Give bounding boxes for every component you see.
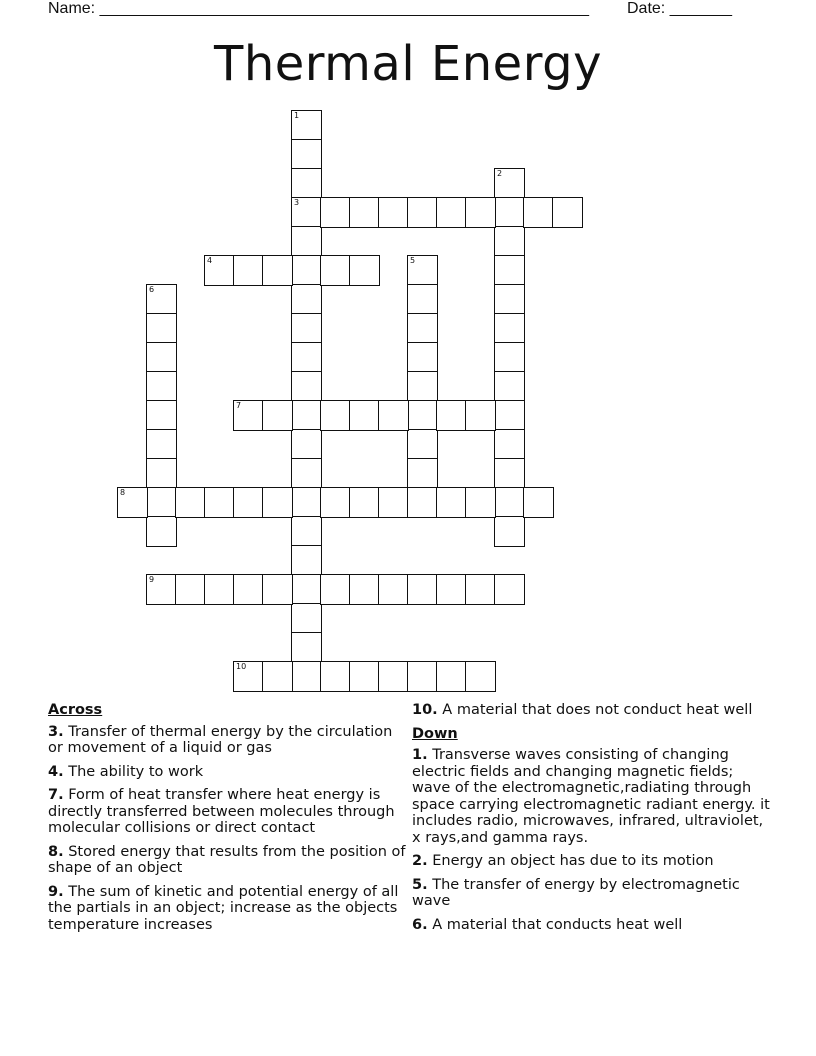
grid-cell[interactable] <box>465 400 496 431</box>
grid-cell[interactable] <box>262 255 293 286</box>
grid-cell[interactable] <box>204 574 235 605</box>
clue-down <box>412 747 772 846</box>
grid-cell[interactable] <box>291 603 322 634</box>
down-heading: Down <box>412 725 458 742</box>
grid-cell[interactable] <box>494 516 525 547</box>
grid-cell[interactable] <box>320 197 351 228</box>
grid-cell[interactable] <box>291 661 322 692</box>
clue-number: 5. <box>412 876 428 893</box>
grid-cell[interactable] <box>407 371 438 402</box>
grid-cell[interactable] <box>291 110 322 141</box>
grid-cell[interactable] <box>407 284 438 315</box>
clue-text: Transfer of thermal energy by the circulation or movement of a liquid or gas <box>48 723 393 756</box>
grid-cell[interactable] <box>291 458 322 489</box>
grid-cell[interactable] <box>291 255 322 286</box>
grid-cell[interactable] <box>349 400 380 431</box>
grid-cell[interactable] <box>378 197 409 228</box>
grid-cell[interactable] <box>175 574 206 605</box>
clue-number: 10. <box>412 702 438 718</box>
clue-text: Transverse waves consisting of changing electric fields and changing magnetic fields; wave of the electromagnetic,radiating through space carrying electromagnetic radiant energy. it includes radio, microwaves, infrared, ultraviolet, x rays,and gamma rays. <box>412 747 770 846</box>
clue-text: A material that does not conduct heat well <box>442 702 753 718</box>
grid-cell[interactable] <box>262 574 293 605</box>
grid-cell[interactable] <box>146 342 177 373</box>
grid-cell[interactable] <box>407 429 438 460</box>
grid-cell[interactable] <box>233 661 264 692</box>
grid-cell[interactable] <box>494 197 525 228</box>
grid-cell[interactable] <box>378 661 409 692</box>
grid-cell[interactable] <box>320 661 351 692</box>
clue-text: The transfer of energy by electromagnetic wave <box>412 876 740 909</box>
clue-number: 3. <box>48 723 64 740</box>
across-heading: Across <box>48 702 103 718</box>
grid-cell[interactable] <box>349 661 380 692</box>
clue-across <box>412 702 772 719</box>
clue-number-label: 8 <box>120 488 126 497</box>
grid-cell[interactable] <box>407 197 438 228</box>
grid-cell[interactable] <box>407 574 438 605</box>
clue-across <box>48 724 408 757</box>
clue-number: 1. <box>412 747 428 763</box>
grid-cell[interactable] <box>407 487 438 518</box>
clues-left-column <box>48 702 408 940</box>
grid-cell[interactable] <box>320 400 351 431</box>
grid-cell[interactable] <box>436 197 467 228</box>
grid-cell[interactable] <box>291 487 322 518</box>
page-header <box>48 0 768 20</box>
grid-cell[interactable] <box>494 313 525 344</box>
grid-cell[interactable] <box>523 197 554 228</box>
grid-cell[interactable] <box>523 487 554 518</box>
clue-number: 4. <box>48 763 64 780</box>
grid-cell[interactable] <box>494 342 525 373</box>
grid-cell[interactable] <box>465 661 496 692</box>
grid-cell[interactable] <box>436 661 467 692</box>
page-title: Thermal Energy <box>214 36 602 92</box>
grid-cell[interactable] <box>146 400 177 431</box>
grid-cell[interactable] <box>349 255 380 286</box>
clue-number: 6. <box>412 916 428 933</box>
clue-number-label: 9 <box>149 575 155 584</box>
grid-cell[interactable] <box>146 516 177 547</box>
grid-cell[interactable] <box>494 429 525 460</box>
grid-cell[interactable] <box>378 400 409 431</box>
grid-cell[interactable] <box>407 313 438 344</box>
date-field[interactable]: Date: _______ <box>627 0 732 17</box>
clue-number-label: 10 <box>236 662 247 671</box>
grid-cell[interactable] <box>146 458 177 489</box>
grid-cell[interactable] <box>320 574 351 605</box>
grid-cell[interactable] <box>146 487 177 518</box>
grid-cell[interactable] <box>291 313 322 344</box>
grid-cell[interactable] <box>465 197 496 228</box>
clue-number: 9. <box>48 883 64 900</box>
grid-cell[interactable] <box>494 226 525 257</box>
grid-cell[interactable] <box>291 632 322 663</box>
grid-cell[interactable] <box>494 168 525 199</box>
clue-text: The ability to work <box>68 763 204 780</box>
grid-cell[interactable] <box>233 487 264 518</box>
clue-number-label: 4 <box>207 256 213 265</box>
grid-cell[interactable] <box>465 574 496 605</box>
grid-cell[interactable] <box>494 574 525 605</box>
grid-cell[interactable] <box>494 487 525 518</box>
clue-across <box>48 764 408 781</box>
clue-across <box>48 844 408 877</box>
grid-cell[interactable] <box>291 429 322 460</box>
grid-cell[interactable] <box>146 371 177 402</box>
grid-cell[interactable] <box>291 139 322 170</box>
grid-cell[interactable] <box>262 661 293 692</box>
grid-cell[interactable] <box>146 284 177 315</box>
clue-number-label: 6 <box>149 285 155 294</box>
grid-cell[interactable] <box>436 574 467 605</box>
grid-cell[interactable] <box>494 284 525 315</box>
grid-cell[interactable] <box>291 574 322 605</box>
grid-cell[interactable] <box>494 371 525 402</box>
clues-right-column <box>412 702 772 940</box>
grid-cell[interactable] <box>407 400 438 431</box>
grid-cell[interactable] <box>233 255 264 286</box>
grid-cell[interactable] <box>320 255 351 286</box>
clue-down <box>412 853 772 870</box>
grid-cell[interactable] <box>407 342 438 373</box>
clue-number: 2. <box>412 853 428 869</box>
grid-cell[interactable] <box>349 574 380 605</box>
grid-cell[interactable] <box>349 197 380 228</box>
grid-cell[interactable] <box>320 487 351 518</box>
grid-cell[interactable] <box>494 400 525 431</box>
grid-cell[interactable] <box>146 574 177 605</box>
grid-cell[interactable] <box>407 661 438 692</box>
clue-text: A material that conducts heat well <box>432 916 683 933</box>
clue-across <box>48 787 408 837</box>
grid-cell[interactable] <box>117 487 148 518</box>
clue-number: 8. <box>48 843 64 860</box>
clue-down <box>412 917 772 934</box>
grid-cell[interactable] <box>407 458 438 489</box>
clue-down <box>412 877 772 910</box>
clue-text: Energy an object has due to its motion <box>432 853 714 869</box>
grid-cell[interactable] <box>233 574 264 605</box>
grid-cell[interactable] <box>378 487 409 518</box>
clue-number-label: 1 <box>294 111 300 120</box>
clue-number-label: 7 <box>236 401 242 410</box>
grid-cell[interactable] <box>291 168 322 199</box>
clue-across <box>48 884 408 934</box>
grid-cell[interactable] <box>291 284 322 315</box>
grid-cell[interactable] <box>233 400 264 431</box>
grid-cell[interactable] <box>436 400 467 431</box>
name-field[interactable]: Name: _______________________________________________________ <box>48 0 589 17</box>
grid-cell[interactable] <box>349 487 380 518</box>
grid-cell[interactable] <box>291 371 322 402</box>
clue-text: The sum of kinetic and potential energy of all the partials in an object; increase as the objects temperature increases <box>48 883 399 933</box>
grid-cell[interactable] <box>175 487 206 518</box>
grid-cell[interactable] <box>291 226 322 257</box>
grid-cell[interactable] <box>465 487 496 518</box>
grid-cell[interactable] <box>291 197 322 228</box>
clue-text: Form of heat transfer where heat energy is directly transferred between molecules through molecular collisions or direct contact <box>48 787 395 836</box>
grid-cell[interactable] <box>407 255 438 286</box>
grid-cell[interactable] <box>436 487 467 518</box>
grid-cell[interactable] <box>552 197 583 228</box>
clue-number-label: 2 <box>497 169 503 178</box>
grid-cell[interactable] <box>146 313 177 344</box>
grid-cell[interactable] <box>262 487 293 518</box>
grid-cell[interactable] <box>262 400 293 431</box>
grid-cell[interactable] <box>146 429 177 460</box>
clue-text: Stored energy that results from the position of shape of an object <box>48 843 406 876</box>
grid-cell[interactable] <box>204 487 235 518</box>
grid-cell[interactable] <box>378 574 409 605</box>
clue-number-label: 5 <box>410 256 416 265</box>
grid-cell[interactable] <box>291 400 322 431</box>
grid-cell[interactable] <box>494 458 525 489</box>
grid-cell[interactable] <box>204 255 235 286</box>
grid-cell[interactable] <box>291 516 322 547</box>
clue-number-label: 3 <box>294 198 300 207</box>
grid-cell[interactable] <box>494 255 525 286</box>
clue-number: 7. <box>48 787 64 803</box>
grid-cell[interactable] <box>291 545 322 576</box>
grid-cell[interactable] <box>291 342 322 373</box>
